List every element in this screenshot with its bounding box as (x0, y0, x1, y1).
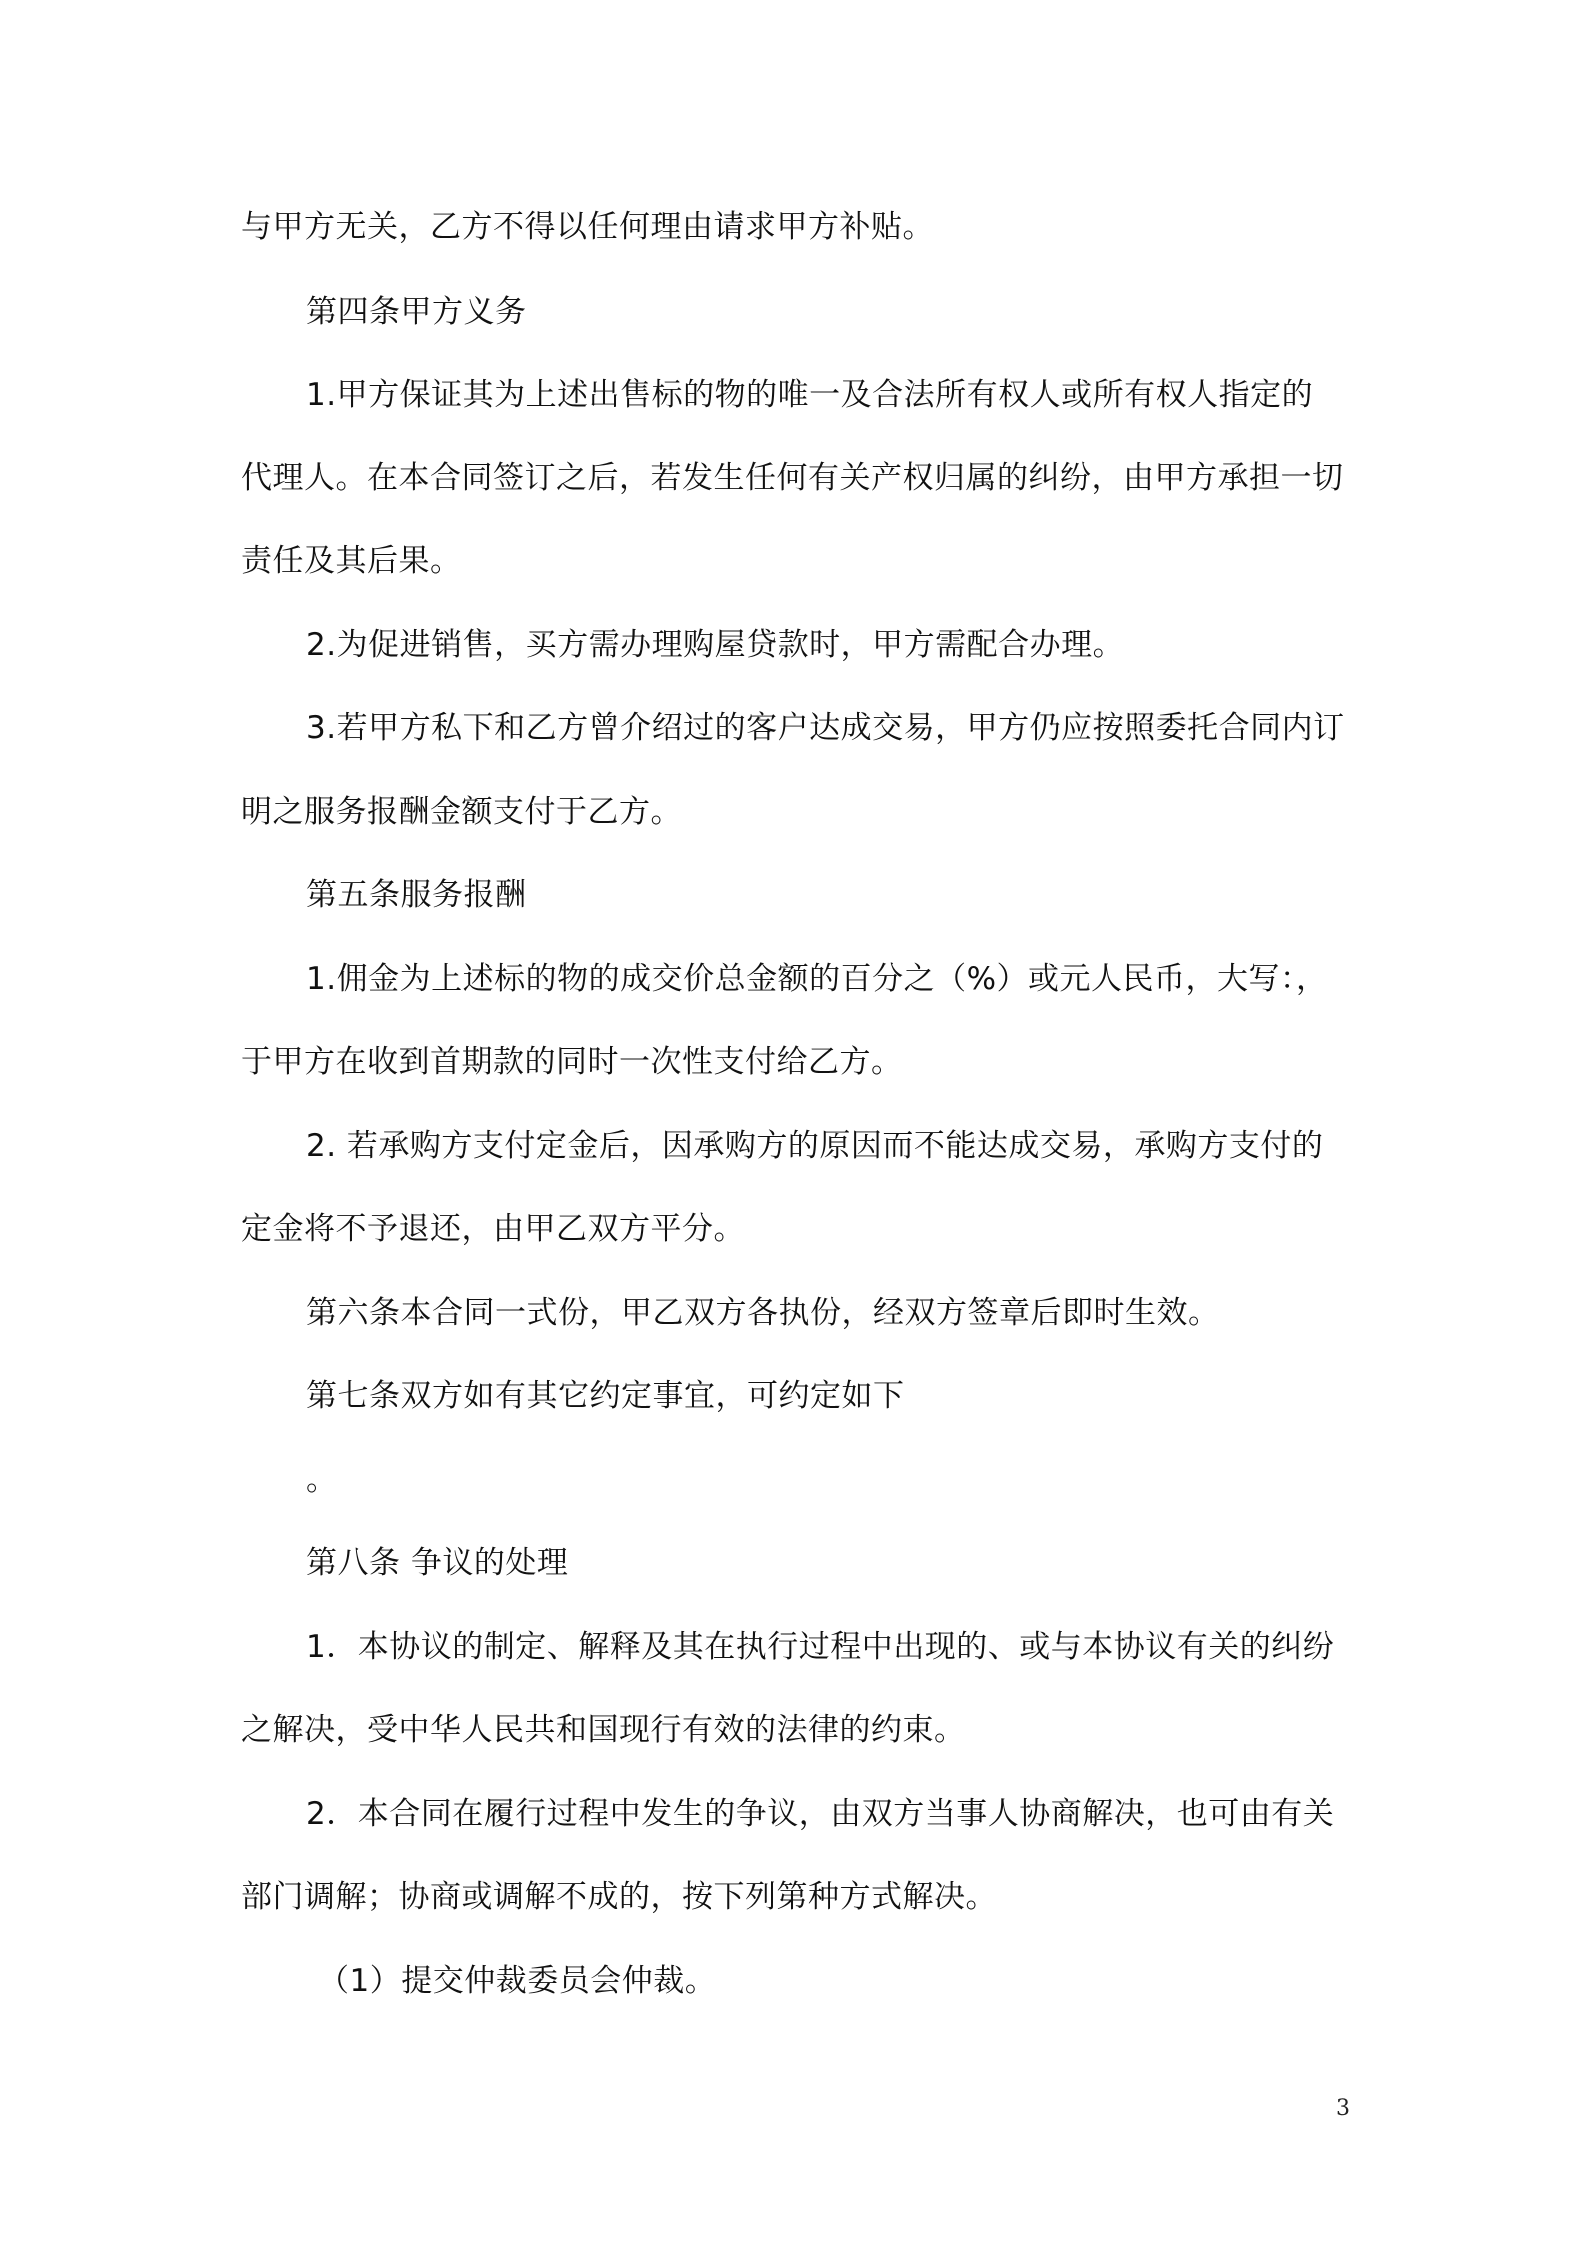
article-4-item-1-line-2: 代理人。在本合同签订之后，若发生任何有关产权归属的纠纷，由甲方承担一切 (241, 460, 1344, 496)
article-5-item-1-line-2: 于甲方在收到首期款的同时一次性支付给乙方。 (241, 1044, 903, 1080)
page-number: 3 (1336, 2096, 1350, 2121)
article-4-item-1-line-1: 1.甲方保证其为上述出售标的物的唯一及合法所有权人或所有权人指定的 (306, 377, 1314, 413)
paragraph-line-1: 与甲方无关，乙方不得以任何理由请求甲方补贴。 (241, 209, 934, 245)
article-8-option-1: （1）提交仲裁委员会仲裁。 (318, 1963, 717, 1999)
article-8-item-2-line-1: 2．本合同在履行过程中发生的争议，由双方当事人协商解决，也可由有关 (306, 1796, 1335, 1832)
article-4-item-1-line-3: 责任及其后果。 (241, 543, 462, 579)
article-7-period: 。 (306, 1462, 338, 1498)
article-8-heading: 第八条 争议的处理 (306, 1545, 569, 1581)
article-8-item-1-line-2: 之解决，受中华人民共和国现行有效的法律的约束。 (241, 1712, 966, 1748)
article-6: 第六条本合同一式份，甲乙双方各执份，经双方签章后即时生效。 (306, 1295, 1220, 1331)
article-4-item-3-line-2: 明之服务报酬金额支付于乙方。 (241, 794, 682, 830)
article-5-heading: 第五条服务报酬 (306, 877, 527, 913)
article-5-item-2-line-2: 定金将不予退还，由甲乙双方平分。 (241, 1211, 745, 1247)
article-4-item-2: 2.为促进销售，买方需办理购屋贷款时，甲方需配合办理。 (306, 627, 1125, 663)
article-8-item-2-line-2: 部门调解；协商或调解不成的，按下列第种方式解决。 (241, 1879, 997, 1915)
article-8-item-1-line-1: 1．本协议的制定、解释及其在执行过程中出现的、或与本协议有关的纠纷 (306, 1629, 1335, 1665)
article-5-item-1-line-1: 1.佣金为上述标的物的成交价总金额的百分之（%）或元人民币，大写：， (306, 961, 1328, 997)
article-4-heading: 第四条甲方义务 (306, 294, 527, 330)
article-4-item-3-line-1: 3.若甲方私下和乙方曾介绍过的客户达成交易，甲方仍应按照委托合同内订 (306, 710, 1345, 746)
article-7: 第七条双方如有其它约定事宜，可约定如下 (306, 1378, 905, 1414)
article-5-item-2-line-1: 2. 若承购方支付定金后，因承购方的原因而不能达成交易，承购方支付的 (306, 1128, 1324, 1164)
